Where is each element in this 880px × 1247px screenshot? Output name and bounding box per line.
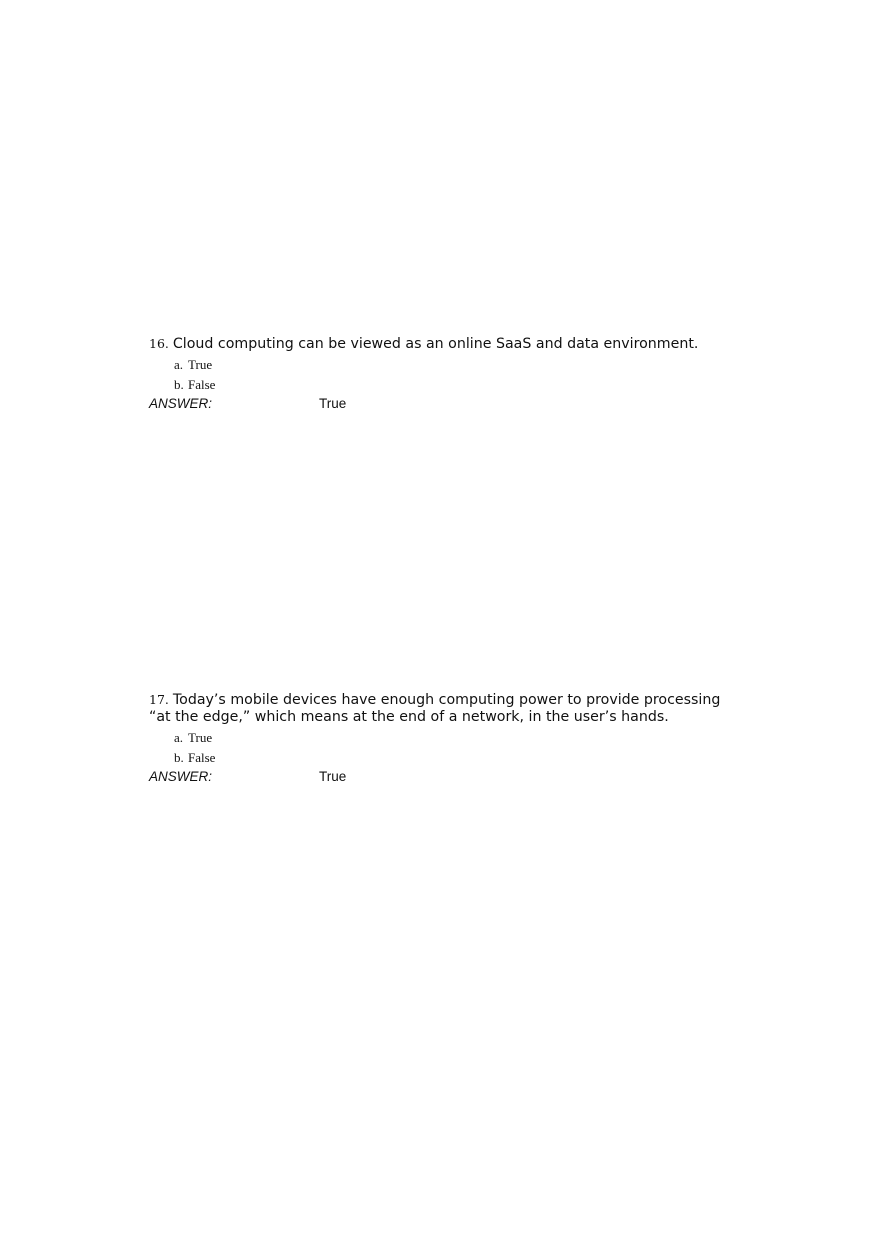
- question-stem: [149, 691, 739, 726]
- answer-value: True: [319, 396, 347, 411]
- answer-options: [174, 728, 739, 767]
- answer-row: [149, 768, 739, 786]
- option-letter: b.: [174, 749, 184, 765]
- option-label: False: [188, 749, 216, 765]
- option-b: [174, 375, 739, 395]
- answer-row: [149, 395, 739, 413]
- answer-value: True: [319, 769, 347, 784]
- question-16: [149, 335, 739, 413]
- option-letter: a.: [174, 357, 184, 372]
- answer-label: ANSWER:: [149, 396, 213, 411]
- question-stem: [149, 335, 739, 353]
- question-text: Today’s mobile devices have enough computing power to provide processing “at the edge,” which means at the end of a network, in the user’s hands.: [149, 692, 721, 725]
- answer-label: ANSWER:: [149, 769, 213, 784]
- question-text: Cloud computing can be viewed as an online SaaS and data environment.: [172, 336, 699, 352]
- option-label: True: [188, 357, 213, 372]
- answer-options: [174, 355, 739, 394]
- option-a: [174, 728, 739, 748]
- option-b: [174, 748, 739, 768]
- question-number: 17.: [149, 692, 169, 707]
- option-letter: a.: [174, 730, 184, 745]
- question-17: [149, 691, 739, 786]
- option-a: [174, 355, 739, 375]
- option-label: True: [188, 730, 213, 745]
- option-label: False: [188, 376, 216, 392]
- question-number: 16.: [149, 336, 169, 351]
- option-letter: b.: [174, 376, 184, 392]
